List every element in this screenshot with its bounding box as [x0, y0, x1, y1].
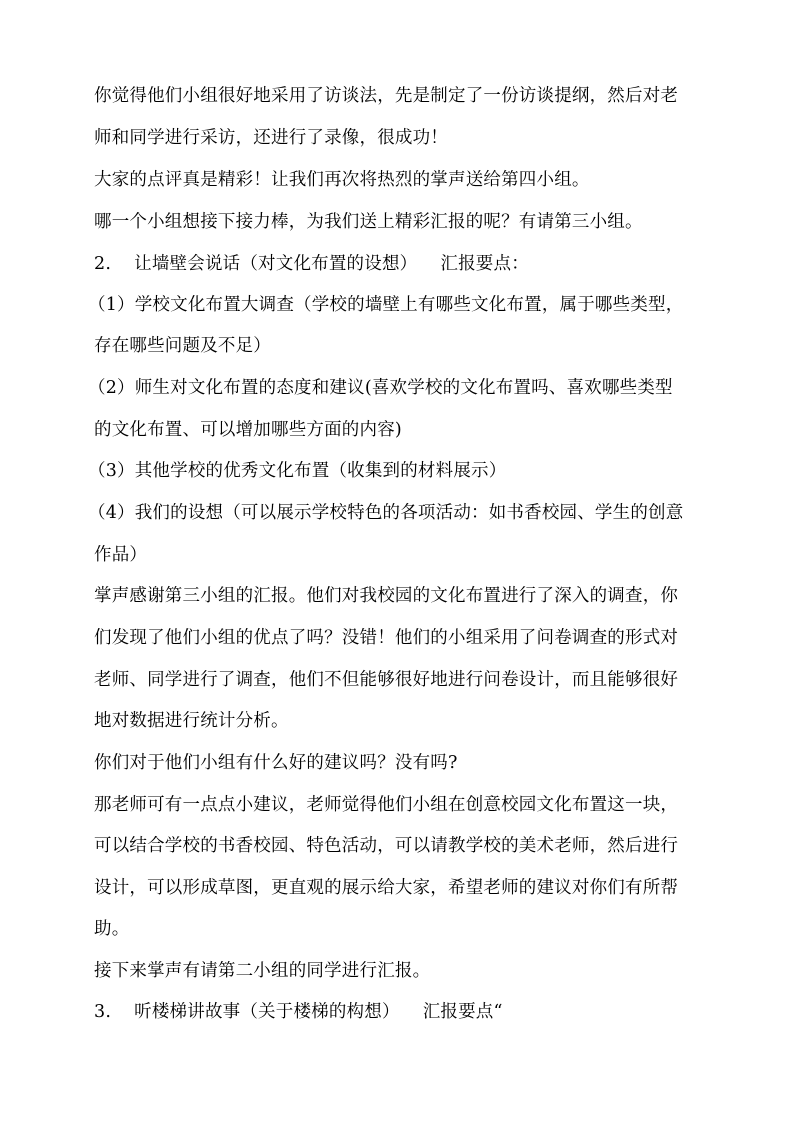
- text-line: 助。: [94, 919, 130, 939]
- text-line: 那老师可有一点点小建议，老师觉得他们小组在创意校园文化布置这一块，: [94, 795, 679, 815]
- text-line: 大家的点评真是精彩！让我们再次将热烈的掌声送给第四小组。: [94, 170, 590, 190]
- section-heading: 2. 让墙壁会说话（对文化布置的设想） 汇报要点：: [94, 254, 529, 274]
- text-line: 接下来掌声有请第二小组的同学进行汇报。: [94, 961, 431, 981]
- list-item: （3）其他学校的优秀文化布置（收集到的材料展示）: [88, 461, 507, 481]
- text-line: 师和同学进行采访，还进行了录像，很成功！: [94, 128, 448, 148]
- text-line: 掌声感谢第三小组的汇报。他们对我校园的文化布置进行了深入的调查，你: [94, 586, 679, 606]
- list-item: （2）师生对文化布置的态度和建议(喜欢学校的文化布置吗、喜欢哪些类型: [88, 378, 673, 398]
- text-line: 存在哪些问题及不足）: [94, 336, 271, 356]
- text-line: 的文化布置、可以增加哪些方面的内容): [94, 420, 402, 440]
- text-line: 老师、同学进行了调查，他们不但能够很好地进行问卷设计，而且能够很好: [94, 670, 679, 690]
- text-line: 作品）: [94, 545, 148, 565]
- text-line: 们发现了他们小组的优点了吗？没错！他们的小组采用了问卷调查的形式对: [94, 628, 679, 648]
- text-line: 可以结合学校的书香校园、特色活动，可以请教学校的美术老师，然后进行: [94, 836, 679, 856]
- text-line: 你们对于他们小组有什么好的建议吗？没有吗?: [94, 753, 458, 773]
- list-item: （1）学校文化布置大调查（学校的墙壁上有哪些文化布置，属于哪些类型，: [88, 295, 684, 315]
- text-line: 设计，可以形成草图，更直观的展示给大家，希望老师的建议对你们有所帮: [94, 878, 679, 898]
- list-item: （4）我们的设想（可以展示学校特色的各项活动：如书香校园、学生的创意: [88, 503, 684, 523]
- text-line: 哪一个小组想接下接力棒，为我们送上精彩汇报的呢？有请第三小组。: [94, 212, 643, 232]
- text-line: 你觉得他们小组很好地采用了访谈法，先是制定了一份访谈提纲，然后对老: [94, 86, 679, 106]
- section-heading: 3. 听楼梯讲故事（关于楼梯的构想） 汇报要点“: [94, 1002, 503, 1022]
- text-line: 地对数据进行统计分析。: [94, 711, 289, 731]
